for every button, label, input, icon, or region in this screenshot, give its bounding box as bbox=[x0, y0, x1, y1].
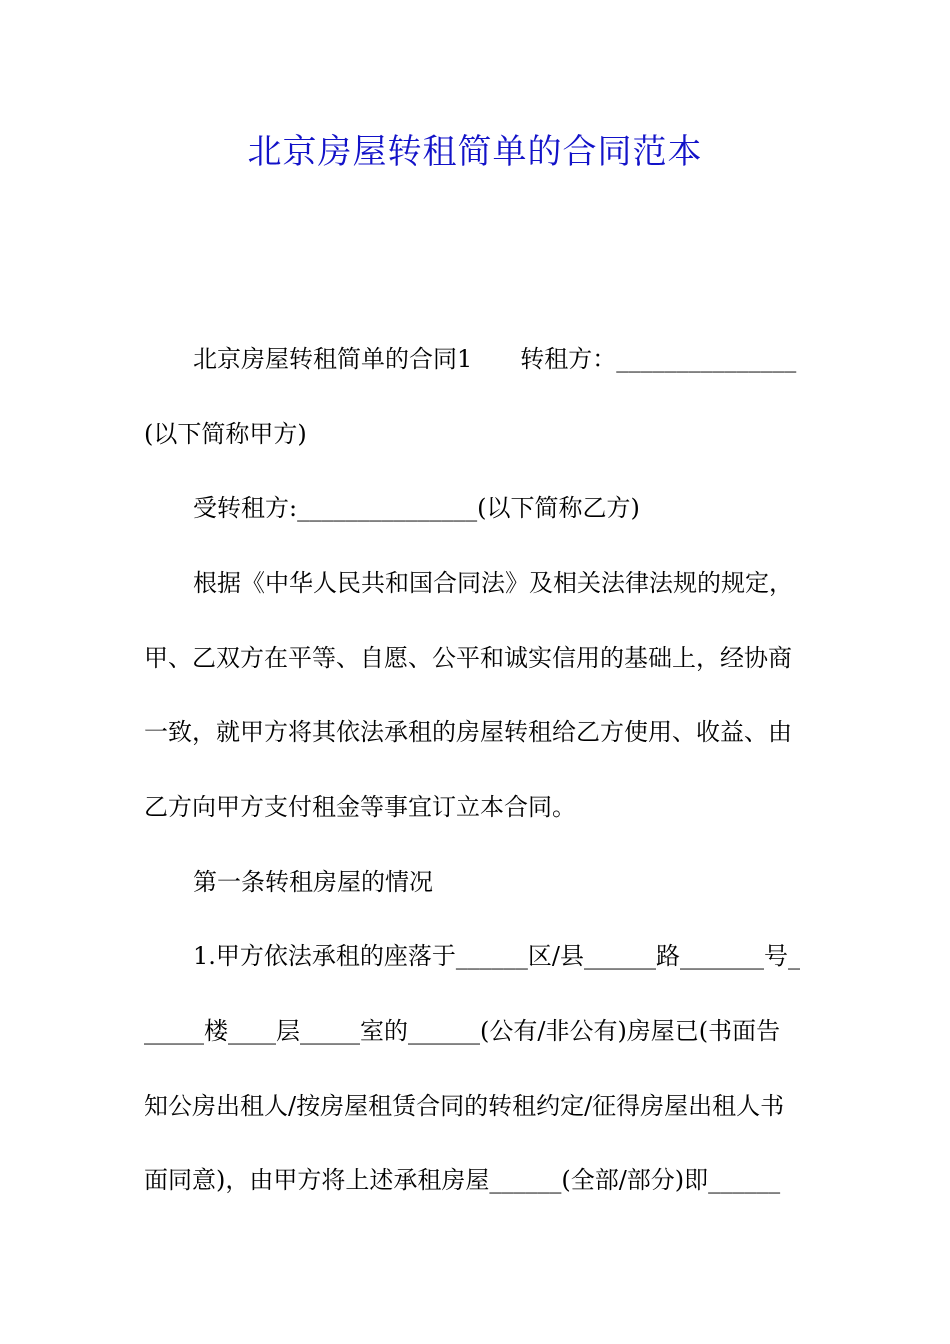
paragraph-line-12: 面同意)，由甲方将上述承租房屋______(全部/部分)即______ bbox=[144, 1166, 781, 1194]
paragraph-line-9: 1.甲方依法承租的座落于______区/县______路_______号_ bbox=[193, 942, 800, 970]
paragraph-line-3: 受转租方:_______________(以下简称乙方) bbox=[193, 494, 640, 522]
section-heading: 第一条转租房屋的情况 bbox=[193, 868, 433, 896]
sublessor-field: 转租方：_______________ bbox=[520, 345, 797, 373]
paragraph-line-7: 乙方向甲方支付租金等事宜订立本合同。 bbox=[144, 793, 576, 821]
paragraph-line-6: 一致，就甲方将其依法承租的房屋转租给乙方使用、收益、由 bbox=[144, 718, 792, 746]
paragraph-line-1 bbox=[193, 341, 796, 377]
contract-heading-text: 北京房屋转租简单的合同1 bbox=[193, 345, 473, 373]
paragraph-line-11: 知公房出租人/按房屋租赁合同的转租约定/征得房屋出租人书 bbox=[144, 1092, 785, 1120]
paragraph-line-5: 甲、乙双方在平等、自愿、公平和诚实信用的基础上，经协商 bbox=[144, 644, 792, 672]
document-title: 北京房屋转租简单的合同范本 bbox=[247, 132, 703, 172]
paragraph-line-4: 根据《中华人民共和国合同法》及相关法律法规的规定， bbox=[193, 569, 793, 597]
paragraph-line-10: _____楼____层_____室的______(公有/非公有)房屋已(书面告 bbox=[144, 1017, 781, 1045]
paragraph-line-2: (以下简称甲方) bbox=[144, 420, 307, 448]
